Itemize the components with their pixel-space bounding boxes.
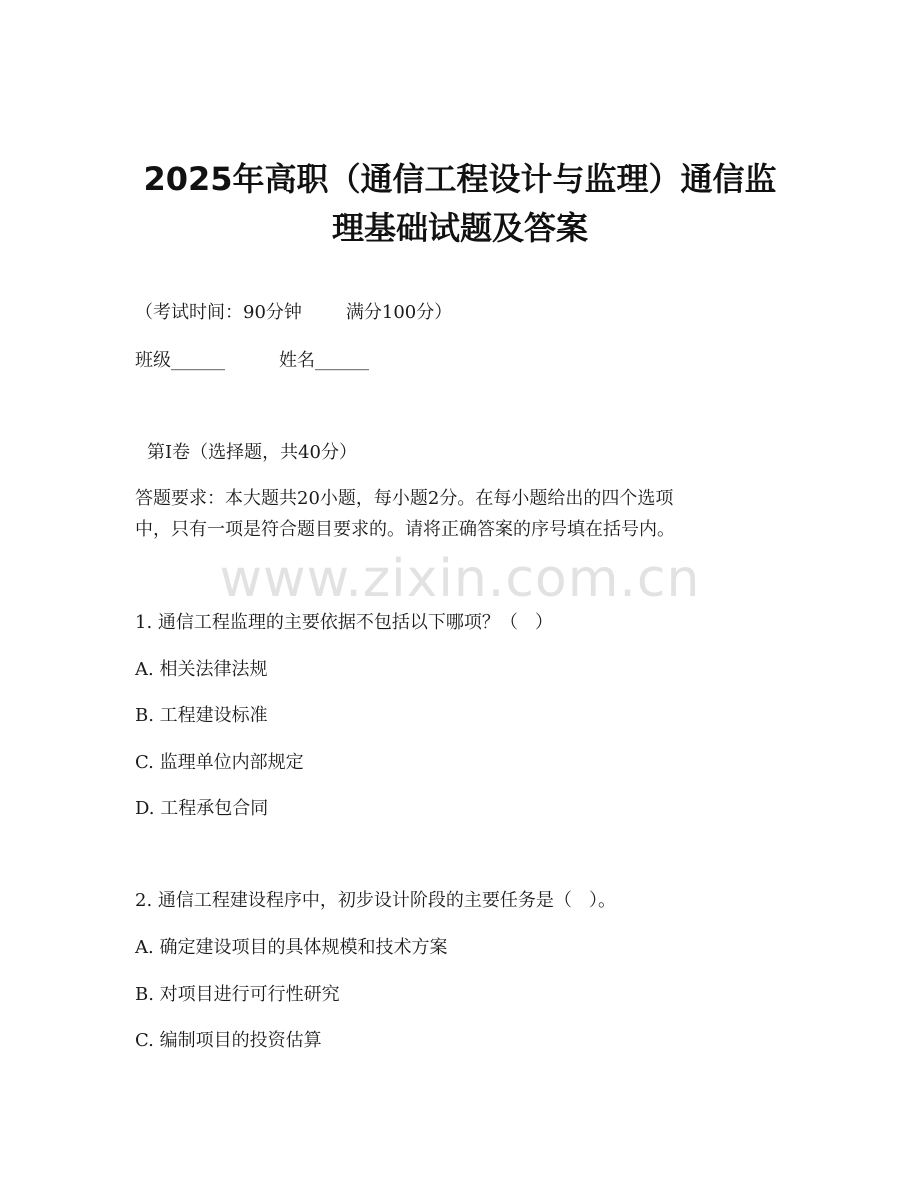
question-1-option-b: B. 工程建设标准 xyxy=(135,705,268,726)
question-1-option-d: D. 工程承包合同 xyxy=(135,798,269,819)
question-2-option-b: B. 对项目进行可行性研究 xyxy=(135,984,340,1005)
question-1-option-c: C. 监理单位内部规定 xyxy=(135,752,304,773)
exam-time: （考试时间：90分钟 xyxy=(135,302,302,323)
student-info xyxy=(135,348,369,374)
class-field: 班级______ xyxy=(135,350,225,371)
exam-info xyxy=(135,300,452,326)
question-2-stem: 2. 通信工程建设程序中，初步设计阶段的主要任务是（ ）。 xyxy=(135,890,617,911)
question-1-stem: 1. 通信工程监理的主要依据不包括以下哪项？（ ） xyxy=(135,612,554,633)
title-line-1: 2025年高职（通信工程设计与监理）通信监 xyxy=(143,160,777,198)
exam-full-score: 满分100分） xyxy=(345,302,453,323)
question-2-option-c: C. 编制项目的投资估算 xyxy=(135,1030,322,1051)
instructions-line-2: 中，只有一项是符合题目要求的。请将正确答案的序号填在括号内。 xyxy=(135,519,675,540)
section-title: 第Ⅰ卷（选择题，共40分） xyxy=(147,442,358,463)
question-1-option-a: A. 相关法律法规 xyxy=(135,659,268,680)
title-line-2: 理基础试题及答案 xyxy=(331,209,588,247)
instructions-line-1: 答题要求：本大题共20小题，每小题2分。在每小题给出的四个选项 xyxy=(135,488,674,509)
question-2-option-a: A. 确定建设项目的具体规模和技术方案 xyxy=(135,937,448,958)
watermark: www.zixin.com.cn xyxy=(219,549,701,609)
name-field: 姓名______ xyxy=(279,350,369,371)
